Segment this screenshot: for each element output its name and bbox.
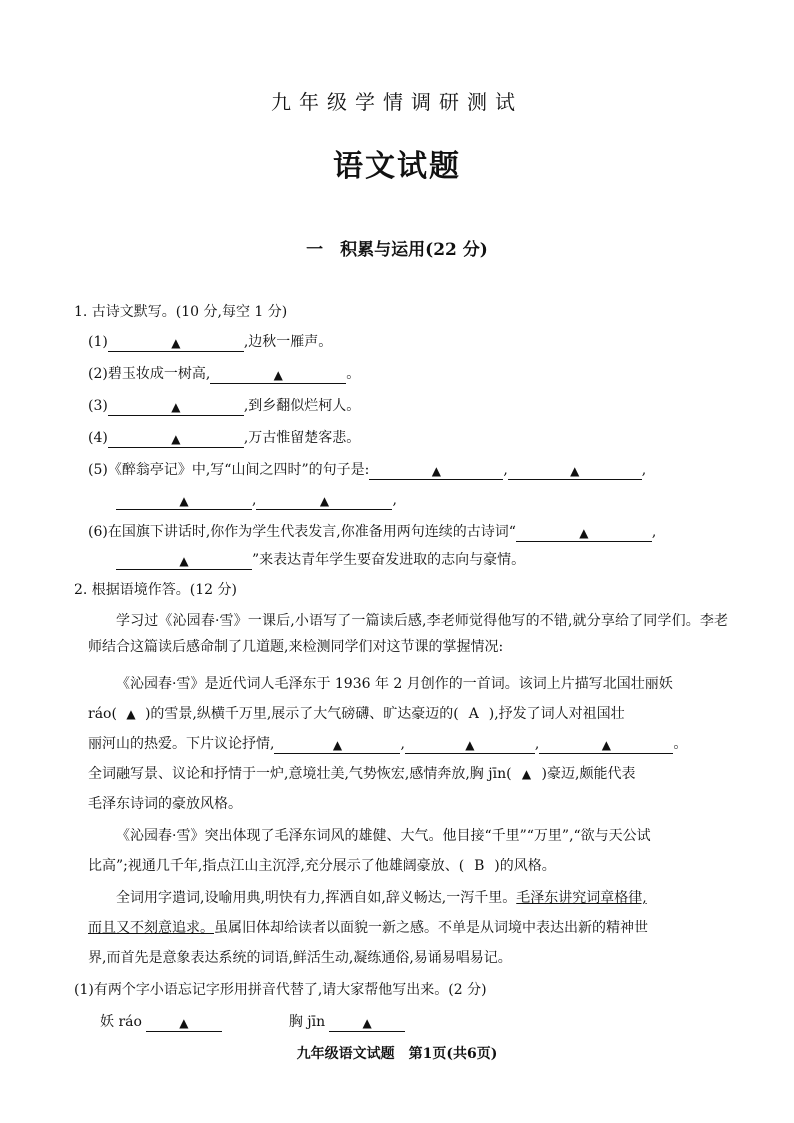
section-title: 一 积累与运用(22 分) — [306, 240, 488, 260]
q2-sub1-answers: 妖 ráo ▲ 胸 jīn ▲ — [100, 1012, 405, 1032]
q2-p3-line2: 而且又不刻意追求。虽属旧体却给读者以面貌一新之感。不单是从词境中表达出新的精神世 — [88, 920, 648, 936]
q2-p1-line4: 全词融写景、议论和抒情于一炉,意境壮美,气势恢宏,感情奔放,胸 jīn( ▲ )豪迈,颇能代表 — [88, 766, 636, 782]
answer-blank[interactable]: ▲ — [405, 738, 535, 754]
answer-blank[interactable]: ▲ — [369, 464, 503, 480]
q1-title: 1. 古诗文默写。(10 分,每空 1 分) — [74, 304, 288, 320]
answer-blank[interactable]: ▲ — [116, 494, 252, 510]
q2-p2-line1: 《沁园春·雪》突出体现了毛泽东词风的雄健、大气。他目接“千里”“万里”,“欲与天公试 — [116, 828, 651, 844]
q2-p3-line1: 全词用字遣词,设喻用典,明快有力,挥洒自如,辞义畅达,一泻千里。毛泽东讲究词章格律, — [116, 890, 647, 906]
q1-item-6: (6)在国旗下讲话时,你作为学生代表发言,你准备用两句连续的古诗词“ ▲ , — [88, 524, 657, 540]
q2-title: 2. 根据语境作答。(12 分) — [74, 582, 237, 598]
page-footer: 九年级语文试题 第1页(共6页) — [296, 1046, 498, 1062]
answer-blank[interactable]: ▲ — [508, 464, 642, 480]
answer-blank[interactable]: ▲ — [274, 738, 400, 754]
answer-blank[interactable]: ▲ — [516, 526, 652, 542]
answer-blank[interactable]: ▲ — [146, 1016, 222, 1032]
answer-blank[interactable]: ▲ — [108, 336, 244, 352]
q1-item-1: (1) ▲ ,边秋一雁声。 — [88, 334, 333, 350]
subject-title: 语文试题 — [333, 149, 461, 184]
answer-blank[interactable]: ▲ — [256, 494, 392, 510]
q1-item-3: (3) ▲ ,到乡翻似烂柯人。 — [88, 398, 361, 414]
answer-blank[interactable]: ▲ — [210, 368, 346, 384]
answer-blank[interactable]: ▲ — [108, 432, 244, 448]
underlined-sentence: 毛泽东讲究词章格律, — [516, 890, 647, 906]
q2-p1-line1: 《沁园春·雪》是近代词人毛泽东于 1936 年 2 月创作的一首词。该词上片描写北国壮丽妖 — [116, 676, 673, 692]
q1-item-5-cont: ▲ , ▲ , — [116, 490, 397, 510]
q2-intro: 学习过《沁园春·雪》一课后,小语写了一篇读后感,李老师觉得他写的不错,就分享给了同学们。李老师结合这篇读后感命制了几道题,来检测同学们对这节课的掌握情况: — [88, 613, 728, 655]
answer-blank[interactable]: ▲ — [329, 1016, 405, 1032]
answer-blank[interactable]: ▲ — [116, 554, 252, 570]
answer-blank[interactable]: ▲ — [539, 738, 673, 754]
q2-p2-line2: 比高”;视通几千年,指点江山主沉浮,充分展示了他雄阔豪放、( B )的风格。 — [88, 858, 556, 874]
q2-p1-line3: 丽河山的热爱。下片议论抒情, ▲ , ▲ , ▲ 。 — [88, 736, 688, 752]
q1-item-5: (5)《醉翁亭记》中,写“山间之四时”的句子是: ▲ , ▲ , — [88, 462, 647, 478]
answer-blank[interactable]: ▲ — [108, 400, 244, 416]
q2-sub1: (1)有两个字小语忘记字形用拼音代替了,请大家帮他写出来。(2 分) — [74, 982, 487, 998]
q1-item-4: (4) ▲ ,万古惟留楚客悲。 — [88, 430, 361, 446]
q2-p1-line5: 毛泽东诗词的豪放风格。 — [88, 796, 242, 812]
q1-item-2: (2)碧玉妆成一树高, ▲ 。 — [88, 366, 361, 382]
underlined-sentence: 而且又不刻意追求。 — [88, 920, 214, 936]
q1-item-6-cont: ▲ ”来表达青年学生要奋发进取的志向与豪情。 — [116, 550, 525, 570]
exam-title: 九年级学情调研测试 — [271, 90, 523, 114]
q2-p3-line3: 界,而首先是意象表达系统的词语,鲜活生动,凝练通俗,易诵易唱易记。 — [88, 950, 512, 966]
q2-p1-line2: ráo( ▲ )的雪景,纵横千万里,展示了大气磅礴、旷达豪迈的( A ),抒发了词人对祖国壮 — [88, 706, 625, 722]
